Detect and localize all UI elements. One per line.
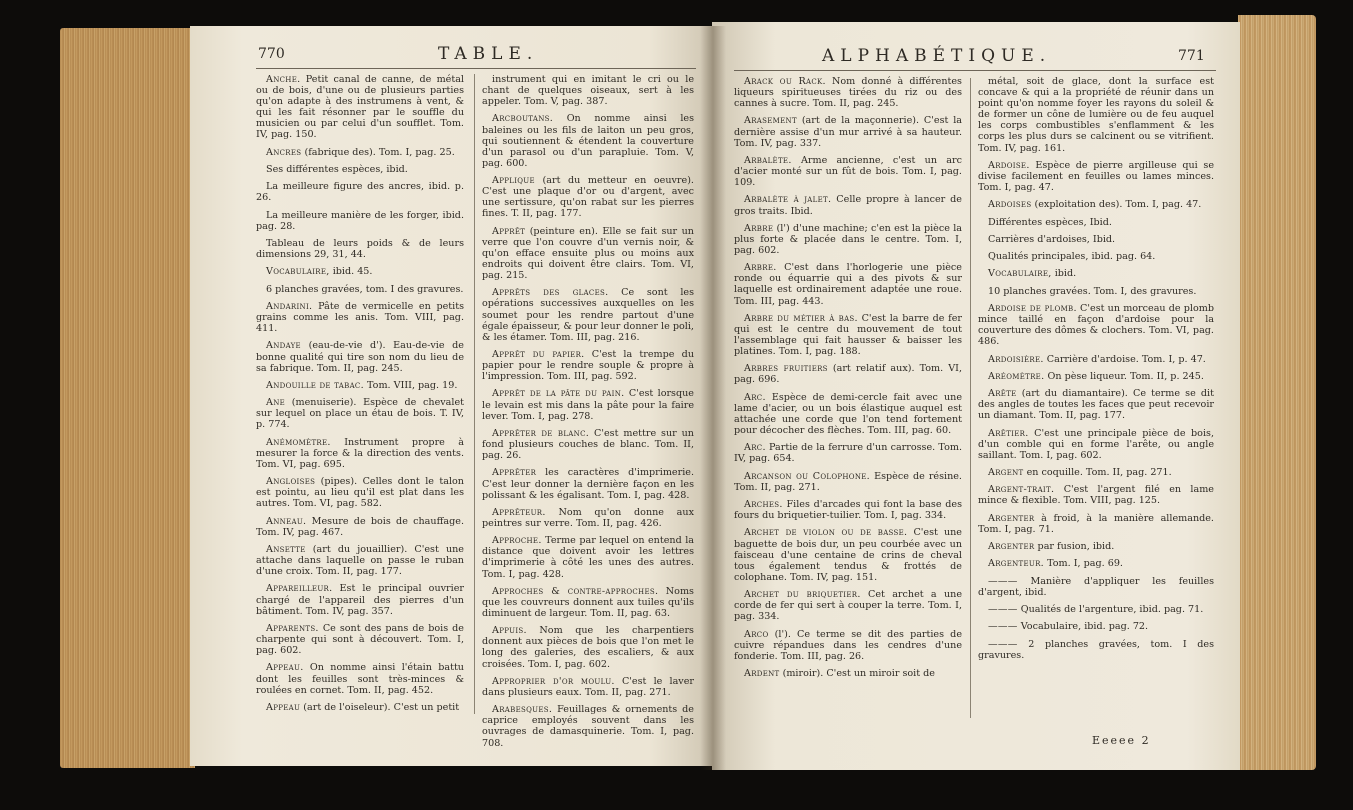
index-entry xyxy=(734,499,962,521)
entry-headword: Ardoisière. xyxy=(988,353,1044,365)
entry-headword: Apprêter de blanc. xyxy=(492,427,590,439)
entry-headword: Ansette xyxy=(266,544,306,555)
entry-headword: ——— xyxy=(988,621,1018,633)
entry-headword: Vocabulaire, xyxy=(266,266,330,278)
entry-headword: Arasement xyxy=(744,115,797,127)
entry-text: instrument qui en imitant le cri ou le chant de quelques oiseaux, sert à les appeler. Tom. V, pag. 387. xyxy=(482,74,694,108)
entry-text: Terme par lequel on entend la distance que doivent avoir les lettres d'imprimerie à côté les unes des autres. Tom. I, pag. 428. xyxy=(482,535,694,580)
entry-text: (menuiserie). Espèce de chevalet sur lequel on place un étau de bois. T. IV, p. 774. xyxy=(256,397,464,431)
entry-headword: Appareilleur. xyxy=(266,583,333,595)
entry-headword: Archet de violon ou de basse. xyxy=(744,527,908,539)
index-entry xyxy=(256,74,464,141)
index-entry xyxy=(256,623,464,656)
index-entry xyxy=(256,266,464,277)
entry-headword: Arack ou Rack. xyxy=(744,76,826,87)
index-entry xyxy=(256,210,464,232)
entry-text: ibid. 45. xyxy=(332,266,373,278)
index-entry xyxy=(482,175,694,219)
index-entry xyxy=(734,115,962,148)
entry-headword: Arc. xyxy=(744,442,766,454)
index-entry xyxy=(978,541,1214,552)
entry-headword: Arabesques. xyxy=(492,704,553,716)
index-entry xyxy=(256,147,464,158)
entry-headword: Ardoises xyxy=(988,199,1032,211)
entry-headword: ——— xyxy=(988,575,1018,587)
entry-text: Espèce de demi-cercle fait avec une lame d'acier, ou un bois élastique auquel est attachée une corde que l'on tend fortement pour décocher des flèches. Tom. III, pag. 60. xyxy=(734,391,962,437)
entry-text: Ce sont les opérations successives auxquelles on les soumet pour les rendre partout d'une égale épaisseur, & pour leur donner le poli, & les étamer. Tom. III, pag. 216. xyxy=(482,287,694,343)
entry-text: C'est une principale pièce de bois, d'un comble qui en forme l'arête, ou angle saillant. Tom. I, pag. 602. xyxy=(978,427,1214,461)
index-entry xyxy=(256,516,464,538)
index-entry xyxy=(256,340,464,373)
entry-text: (exploitation des). Tom. I, pag. 47. xyxy=(1034,199,1202,211)
entry-headword: Andarini. xyxy=(266,301,313,312)
index-entry xyxy=(482,349,694,382)
entry-headword: Ardoise. xyxy=(988,159,1030,171)
right-column-2 xyxy=(978,76,1214,667)
left-page-number: 770 xyxy=(258,46,285,62)
entry-text: (art du diamantaire). Ce terme se dit des angles de toutes les faces que peut recevoir un diamant. Tom. II, pag. 177. xyxy=(978,388,1214,422)
entry-text: (l') d'une machine; c'en est la pièce la plus forte & placée dans le centre. Tom. I, pag. 602. xyxy=(734,222,962,256)
entry-text: C'est lorsque le levain est mis dans la pâte pour la faire lever. Tom. I, pag. 278. xyxy=(482,388,694,422)
index-entry xyxy=(256,544,464,577)
index-entry xyxy=(256,437,464,470)
left-page xyxy=(190,26,712,766)
index-entry xyxy=(978,303,1214,347)
book-edge-right xyxy=(1238,15,1316,770)
index-entry xyxy=(482,586,694,619)
entry-headword: Arêtier. xyxy=(988,427,1029,439)
entry-text: Carrières d'ardoises, Ibid. xyxy=(988,233,1116,245)
entry-text: (art du metteur en oeuvre). C'est une plaque d'or ou d'argent, avec une sertissure, qu'on rabat sur les pierres fines. T. II, pag. 177. xyxy=(482,175,694,220)
right-column-1 xyxy=(734,76,962,685)
index-entry xyxy=(978,621,1214,632)
entry-headword: Angloises xyxy=(266,476,316,488)
index-entry xyxy=(978,371,1214,382)
index-entry xyxy=(734,527,962,582)
index-entry xyxy=(978,467,1214,478)
index-entry xyxy=(256,702,464,713)
index-entry xyxy=(482,535,694,579)
entry-headword: Aréomètre. xyxy=(988,370,1045,382)
index-entry xyxy=(482,226,694,281)
book-gutter xyxy=(700,26,726,770)
index-entry xyxy=(256,476,464,509)
entry-text: Files d'arcades qui font la base des fours du briquetier-tuilier. Tom. I, pag. 334. xyxy=(734,499,962,522)
entry-text: Espèce de pierre argilleuse qui se divise facilement en feuilles ou lames minces. Tom. I, pag. 47. xyxy=(978,159,1214,194)
entry-headword: Argenter xyxy=(988,541,1035,553)
entry-headword: Archet du briquetier. xyxy=(744,589,861,601)
entry-text: à froid, à la manière allemande. Tom. I, pag. 71. xyxy=(978,512,1214,535)
book-edge-left xyxy=(60,28,195,768)
entry-text: Pâte de vermicelle en petits grains comme les anis. Tom. VIII, pag. 411. xyxy=(256,301,464,335)
entry-text: C'est une baguette de bois dur, un peu courbée avec un faisceau d'une centaine de crins de cheval tous également tendus & frottés de colophane. Tom. IV, pag. 151. xyxy=(734,527,962,583)
entry-headword: Approche. xyxy=(492,535,542,547)
entry-headword: Arches. xyxy=(744,499,783,511)
entry-text: Mesure de bois de chauffage. Tom. IV, pag. 467. xyxy=(256,515,464,538)
index-entry xyxy=(482,704,694,748)
entry-headword: Apprêter xyxy=(492,467,537,479)
entry-text: (pipes). Celles dont le talon est pointu, au lieu qu'il est plat dans les autres. Tom. VI, pag. 582. xyxy=(256,476,464,510)
page-signature: Eeeee 2 xyxy=(1092,734,1151,747)
entry-headword: Arbre. xyxy=(744,262,777,274)
left-running-head: TABLE. xyxy=(438,44,539,64)
entry-text: 6 planches gravées, tom. I des gravures. xyxy=(266,283,464,295)
entry-headword: Ane xyxy=(266,397,286,409)
index-entry xyxy=(734,155,962,188)
entry-headword: Arête xyxy=(988,388,1017,400)
entry-text: La meilleure manière de les forger, ibid. pag. 28. xyxy=(256,209,464,232)
entry-text: Petit canal de canne, de métal ou de bois, d'une ou de plusieurs parties qu'on adapte à des instrumens à vent, & qui les fait résonner par le souffle du musicien ou par celui d'un soufflet. Tom. IV, pag. 150. xyxy=(256,74,464,141)
entry-text: Nom donné à différentes liqueurs spiritueuses tirées du riz ou des cannes à sucre. Tom. II, pag. 245. xyxy=(734,76,962,110)
entry-text: Espèce de résine. Tom. II, pag. 271. xyxy=(734,470,962,493)
index-entry xyxy=(978,604,1214,615)
entry-headword: Apparents. xyxy=(266,622,319,634)
entry-text: par fusion, ibid. xyxy=(1037,541,1115,553)
entry-headword: ——— xyxy=(988,604,1018,616)
index-entry xyxy=(734,668,962,679)
entry-headword: Appeau xyxy=(266,701,301,713)
index-entry xyxy=(482,113,694,168)
entry-headword: Andaye xyxy=(266,340,301,352)
entry-headword: Argenter xyxy=(988,512,1035,524)
index-entry xyxy=(734,442,962,464)
index-entry xyxy=(734,194,962,216)
index-entry xyxy=(978,484,1214,506)
entry-text: Nom que les charpentiers donnent aux pièces de bois que l'on met le long des galeries, des escaliers, & aux croisées. Tom. I, pag. 602. xyxy=(482,625,694,670)
entry-text: Vocabulaire, ibid. pag. 72. xyxy=(1020,621,1149,633)
entry-headword: Applique xyxy=(492,175,535,187)
index-entry xyxy=(256,181,464,203)
index-entry xyxy=(256,284,464,295)
entry-headword: Appeau. xyxy=(266,662,304,674)
entry-text: métal, soit de glace, dont la surface est concave & qui a la propriété de réunir dans un point qu'on nomme foyer les rayons du soleil & de former un cône de lumière ou de feu auquel les corps combustibles s'enflamment & les corps les plus durs se calcinent ou se vitrifient. Tom. IV, pag. 161. xyxy=(978,76,1214,154)
entry-headword: Approches & contre-approches. xyxy=(492,585,659,597)
entry-text: Qualités de l'argenture, ibid. pag. 71. xyxy=(1020,604,1204,616)
index-entry xyxy=(482,287,694,342)
entry-text: Ses différentes espèces, ibid. xyxy=(266,164,408,176)
index-entry xyxy=(978,558,1214,569)
index-entry xyxy=(978,217,1214,228)
entry-headword: Arbalète à jalet. xyxy=(744,194,832,206)
entry-text: C'est le laver dans plusieurs eaux. Tom. II, pag. 271. xyxy=(482,675,694,698)
entry-headword: Approprier d'or moulu. xyxy=(492,675,615,687)
index-entry xyxy=(978,199,1214,210)
index-entry xyxy=(256,380,464,391)
entry-headword: Apprêt du papier. xyxy=(492,349,585,360)
entry-text: Instrument propre à mesurer la force & la direction des vents. Tom. VI, pag. 695. xyxy=(256,436,464,470)
right-page xyxy=(712,22,1240,770)
index-entry xyxy=(734,76,962,109)
index-entry xyxy=(734,471,962,493)
entry-headword: Argent-trait. xyxy=(988,484,1055,496)
entry-text: (l'). Ce terme se dit des parties de cuivre répandues dans les cendres d'une fonderie. Tom. III, pag. 26. xyxy=(734,628,962,662)
index-entry xyxy=(482,74,694,107)
entry-text: Ce sont des pans de bois de charpente qui sont à découvert. Tom. I, pag. 602. xyxy=(256,622,464,657)
entry-text: (eau-de-vie d'). Eau-de-vie de bonne qualité qui tire son nom du lieu de sa fabrique. Tom. II, pag. 245. xyxy=(256,340,464,374)
entry-text: C'est dans l'horlogerie une pièce ronde ou équarrie qui a des pivots & sur laquelle est ordinairement adaptée une roue. Tom. III, pag. 443. xyxy=(734,262,962,307)
right-header-rule xyxy=(734,70,1216,71)
entry-text: 10 planches gravées. Tom. I, des gravures. xyxy=(988,285,1197,297)
index-entry xyxy=(482,428,694,461)
index-entry xyxy=(482,676,694,698)
entry-headword: Anneau. xyxy=(266,515,307,527)
entry-text: (art relatif aux). Tom. VI, pag. 696. xyxy=(734,363,963,386)
entry-text: Cet archet a une corde de fer qui sert à couper la terre. Tom. I, pag. 334. xyxy=(734,589,962,623)
entry-text: On pèse liqueur. Tom. II, p. 245. xyxy=(1047,370,1204,382)
entry-text: C'est la trempe du papier pour le rendre souple & propre à l'impression. Tom. III, pag. 592. xyxy=(482,349,694,383)
entry-text: Feuillages & ornements de caprice employés souvent dans les ouvrages de damasquinerie. Tom. I, pag. 708. xyxy=(482,704,694,749)
entry-headword: Ardent xyxy=(744,668,780,680)
entry-headword: Apprêteur. xyxy=(492,506,546,518)
entry-text: (art de l'oiseleur). C'est un petit xyxy=(303,701,460,713)
entry-headword: Appuis. xyxy=(492,625,527,637)
index-entry xyxy=(978,160,1214,193)
entry-text: C'est mettre sur un fond plusieurs couches de blanc. Tom. II, pag. 26. xyxy=(482,427,694,462)
entry-headword: Anche. xyxy=(266,74,301,85)
index-entry xyxy=(978,354,1214,365)
entry-text: C'est un morceau de plomb mince taillé en façon d'ardoise pour la couverture des dômes & clochers. Tom. VI, pag. 486. xyxy=(978,303,1214,348)
index-entry xyxy=(734,589,962,622)
index-entry xyxy=(256,301,464,334)
index-entry xyxy=(734,313,962,357)
left-header-rule xyxy=(256,68,696,69)
entry-headword: Andouille de tabac. xyxy=(266,379,364,391)
left-column-1 xyxy=(256,74,464,719)
entry-headword: Arcboutans. xyxy=(492,113,554,125)
entry-text: ibid. xyxy=(1054,268,1077,280)
entry-text: Tom. I, pag. 69. xyxy=(1047,558,1123,570)
index-entry xyxy=(978,268,1214,279)
right-column-divider xyxy=(970,78,971,718)
entry-text: (peinture en). Elle se fait sur un verre que l'on couvre d'un vernis noir, & qu'on efface ensuite plus ou moins aux endroits qui doivent être clairs. Tom. VI, pag. 215. xyxy=(482,225,694,282)
right-page-number: 771 xyxy=(1178,48,1205,64)
index-entry xyxy=(978,76,1214,154)
entry-headword: Arc. xyxy=(744,391,766,403)
index-entry xyxy=(978,234,1214,245)
entry-headword: ——— xyxy=(988,638,1018,650)
entry-headword: Vocabulaire, xyxy=(988,268,1052,280)
index-entry xyxy=(482,467,694,500)
index-entry xyxy=(256,662,464,695)
entry-text: La meilleure figure des ancres, ibid. p. 26. xyxy=(256,181,464,204)
entry-text: C'est l'argent filé en lame mince & flexible. Tom. VIII, pag. 125. xyxy=(978,484,1214,507)
index-entry xyxy=(978,286,1214,297)
entry-text: Arme ancienne, c'est un arc d'acier monté sur un fût de bois. Tom. I, pag. 109. xyxy=(734,154,962,189)
index-entry xyxy=(978,388,1214,421)
entry-text: On nomme ainsi les baleines ou les fils de laiton un peu gros, qui soutiennent & étendent la couverture d'un parasol ou d'un parapluie. Tom. V, pag. 600. xyxy=(482,113,694,169)
index-entry xyxy=(256,583,464,616)
index-entry xyxy=(734,262,962,306)
entry-text: (miroir). C'est un miroir soit de xyxy=(782,668,935,680)
index-entry xyxy=(734,629,962,662)
index-entry xyxy=(978,428,1214,461)
index-entry xyxy=(734,223,962,256)
entry-headword: Arbre xyxy=(744,222,774,234)
entry-headword: Argenteur. xyxy=(988,558,1045,570)
entry-text: Qualités principales, ibid. pag. 64. xyxy=(988,251,1156,263)
entry-headword: Arbre du métier à bas. xyxy=(744,312,858,324)
entry-headword: Anémomètre. xyxy=(266,436,331,448)
entry-text: Celle propre à lancer de gros traits. Ibid. xyxy=(734,194,962,217)
entry-headword: Arbalète. xyxy=(744,154,792,166)
entry-text: Tom. VIII, pag. 19. xyxy=(367,379,458,391)
index-entry xyxy=(978,513,1214,535)
entry-text: Est le principal ouvrier chargé de l'appareil des pierres d'un bâtiment. Tom. IV, pag. 357. xyxy=(256,583,464,617)
entry-text: Carrière d'ardoise. Tom. I, p. 47. xyxy=(1046,353,1206,365)
index-entry xyxy=(978,576,1214,598)
index-entry xyxy=(256,164,464,175)
entry-headword: Apprêt de la pâte du pain. xyxy=(492,388,625,400)
index-entry xyxy=(978,251,1214,262)
entry-text: Tableau de leurs poids & de leurs dimensions 29, 31, 44. xyxy=(256,238,464,261)
index-entry xyxy=(482,388,694,421)
index-entry xyxy=(978,639,1214,661)
entry-text: (fabrique des). Tom. I, pag. 25. xyxy=(304,146,455,158)
left-column-2 xyxy=(482,74,694,755)
entry-text: On nomme ainsi l'étain battu dont les feuilles sont très-minces & roulées en cornet. Tom. II, pag. 452. xyxy=(256,662,464,696)
index-entry xyxy=(256,397,464,430)
entry-headword: Arbres fruitiers xyxy=(744,363,828,375)
entry-headword: Apprêt xyxy=(492,225,526,237)
index-entry xyxy=(256,238,464,260)
entry-text: Partie de la ferrure d'un carrosse. Tom. IV, pag. 654. xyxy=(734,442,962,465)
entry-text: (art de la maçonnerie). C'est la dernière assise d'un mur arrivé à sa hauteur. Tom. IV, pag. 337. xyxy=(734,115,962,149)
left-column-divider xyxy=(474,74,475,714)
entry-text: C'est la barre de fer qui est le centre du mouvement de tout l'assemblage qui fait hausser & baisser les platines. Tom. I, pag. 188. xyxy=(734,312,962,358)
index-entry xyxy=(482,507,694,529)
entry-headword: Arcanson ou Colophone. xyxy=(744,470,871,482)
entry-text: (art du jouaillier). C'est une attache dans laquelle on passe le ruban d'une croix. Tom. II, pag. 177. xyxy=(256,544,464,578)
entry-text: 2 planches gravées, tom. I des gravures. xyxy=(978,638,1214,661)
entry-headword: Argent xyxy=(988,467,1024,479)
entry-text: Différentes espèces, Ibid. xyxy=(988,216,1112,228)
index-entry xyxy=(734,363,962,385)
index-entry xyxy=(734,392,962,436)
entry-headword: Arco xyxy=(744,628,769,640)
entry-headword: Ancres xyxy=(266,146,302,158)
entry-text: Noms que les couvreurs donnent aux tuiles qu'ils diminuent de largeur. Tom. II, pag. 63. xyxy=(482,585,694,619)
right-running-head: ALPHABÉTIQUE. xyxy=(822,46,1052,66)
index-entry xyxy=(482,625,694,669)
entry-headword: Ardoise de plomb. xyxy=(988,303,1077,314)
entry-text: les caractères d'imprimerie. C'est leur donner la dernière façon en les polissant & les égalisant. Tom. I, pag. 428. xyxy=(482,467,694,501)
entry-headword: Apprêts des glaces. xyxy=(492,287,609,299)
entry-text: en coquille. Tom. II, pag. 271. xyxy=(1026,467,1172,479)
entry-text: Manière d'appliquer les feuilles d'argent, ibid. xyxy=(978,575,1214,598)
entry-text: Nom qu'on donne aux peintres sur verre. Tom. II, pag. 426. xyxy=(482,506,694,529)
